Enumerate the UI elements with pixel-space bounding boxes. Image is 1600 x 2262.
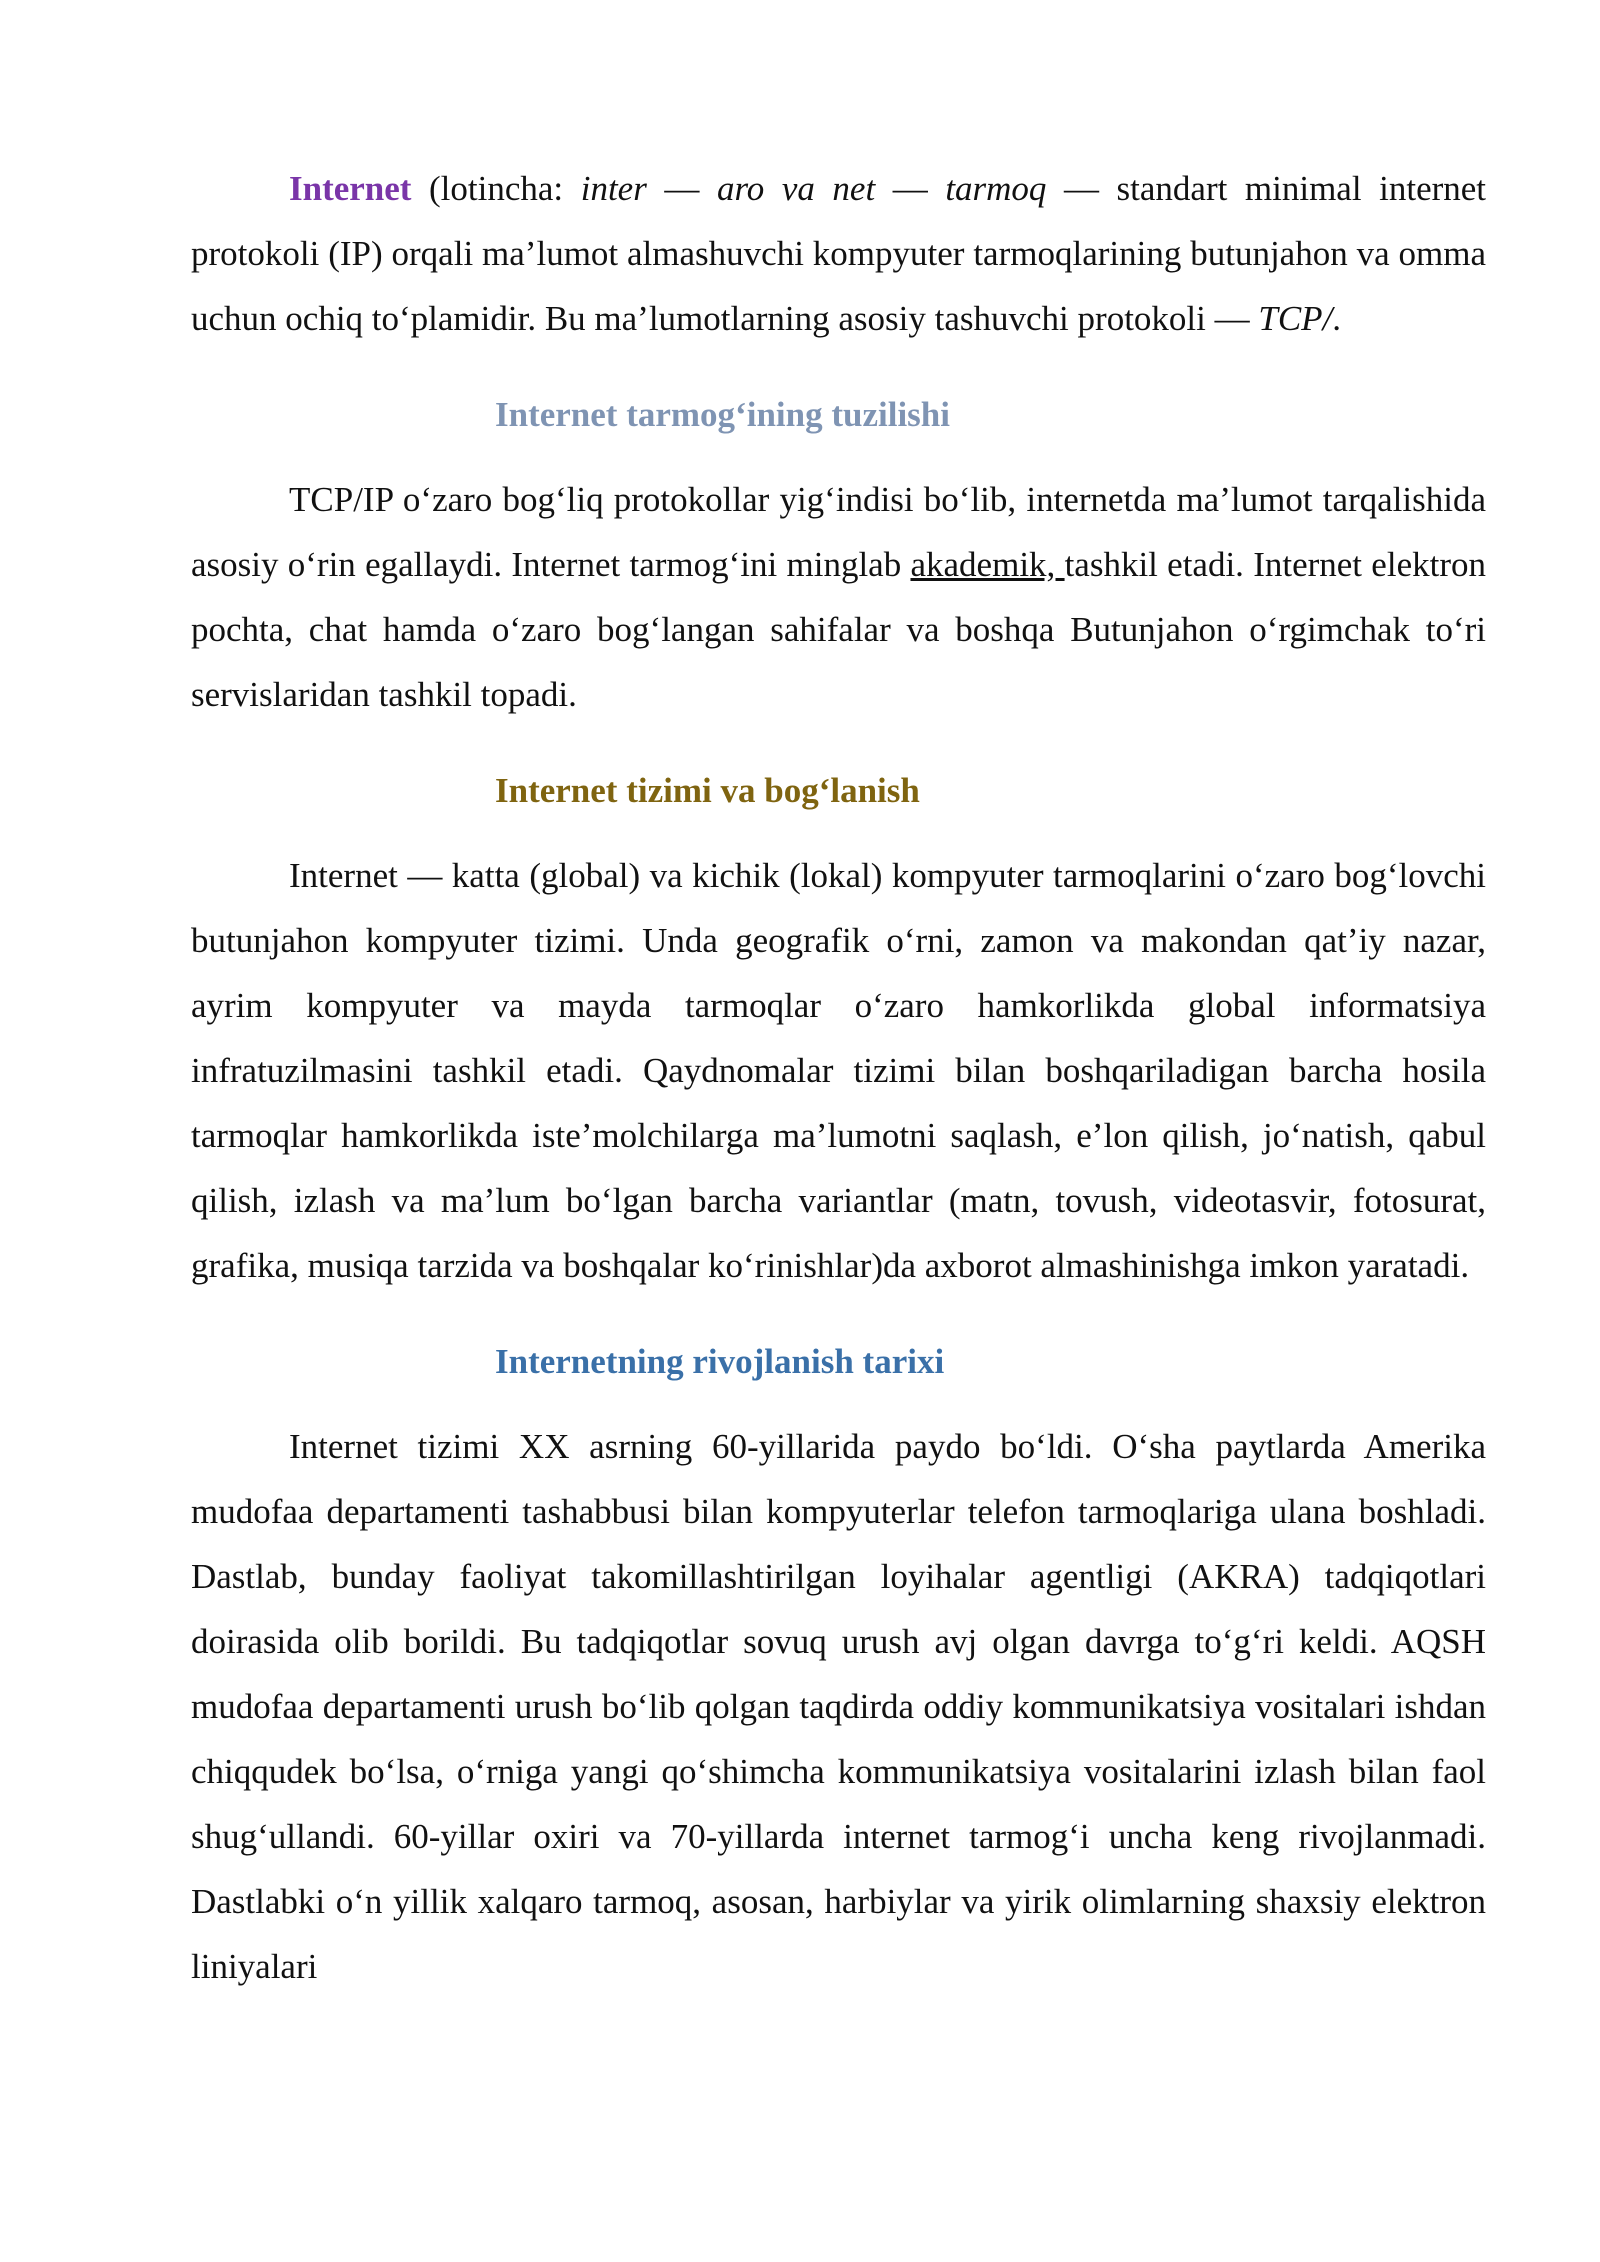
section-heading-tarixi: Internetning rivojlanish tarixi <box>495 1342 945 1381</box>
paragraph-text: tashkil etadi. Internet elektron pochta, chat hamda o‘zaro bog‘langan sahifalar va boshqa Butunjahon o‘rgimchak to‘ri servislaridan tashkil topadi. <box>191 545 1486 714</box>
section-paragraph-tarixi: Internet tizimi XX asrning 60-yillarida paydo bo‘ldi. O‘sha paytlarda Amerika mudofaa departamenti tashabbusi bilan kompyuterlar telefon tarmoqlariga ulana boshladi. Dastlab, bunday faoliyat takomillashtirilgan loyihalar agentligi (AKRA) tadqiqotlari doirasida olib borildi. Bu tadqiqotlar sovuq urush avj olgan davrga to‘g‘ri keldi. AQSH mudofaa departamenti urush bo‘lib qolgan taqdirda oddiy kommunikatsiya vositalari ishdan chiqqudek bo‘lsa, o‘rniga yangi qo‘shimcha kommunikatsiya vositalarini izlash bilan faol shug‘ullandi. 60-yillar oxiri va 70-yillarda internet tarmog‘i uncha keng rivojlanmadi. Dastlabki o‘n yillik xalqaro tarmoq, asosan, harbiylar va yirik olimlarning shaxsiy elektron liniyalari <box>191 1427 1486 1986</box>
akademik-link[interactable]: akademik, <box>910 545 1065 584</box>
term-inter: inter <box>580 169 647 208</box>
intro-paragraph <box>191 156 1486 351</box>
intro-dash: — <box>646 169 717 208</box>
section-paragraph-tuzilishi <box>191 467 1486 727</box>
intro-dash: — <box>875 169 946 208</box>
intro-end: . <box>1332 299 1342 338</box>
intro-open: (lotincha: <box>411 169 581 208</box>
term-tarmoq: tarmoq <box>945 169 1047 208</box>
paragraph-text: TCP/IP o‘zaro bog‘liq protokollar yig‘indisi bo‘lib, internetda ma’lumot tarqalishida asosiy o‘rin egallaydi. Internet tarmog‘ini minglab <box>191 480 1486 584</box>
document-page <box>191 156 1486 1999</box>
section-paragraph-tizimi: Internet — katta (global) va kichik (lokal) kompyuter tarmoqlarini o‘zaro bog‘lovchi butunjahon kompyuter tizimi. Unda geografik o‘rni, zamon va makondan qat’iy nazar, ayrim kompyuter va mayda tarmoqlar o‘zaro hamkorlikda global informatsiya infratuzilmasini tashkil etadi. Qaydnomalar tizimi bilan boshqariladigan barcha hosila tarmoqlar hamkorlikda iste’molchilarga ma’lumotni saqlash, e’lon qilish, jo‘natish, qabul qilish, izlash va ma’lum bo‘lgan barcha variantlar (matn, tovush, videotasvir, fotosurat, grafika, musiqa tarzida va boshqalar ko‘rinishlar)da axborot almashinishga imkon yaratadi. <box>191 856 1486 1285</box>
term-tcp: TCP/ <box>1258 299 1333 338</box>
term-aro: aro va net <box>716 169 876 208</box>
section-heading-tizimi: Internet tizimi va bog‘lanish <box>495 771 920 810</box>
intro-rest: — standart minimal internet protokoli (IP) orqali ma’lumot almashuvchi kompyuter tarmoqlarining butunjahon va omma uchun ochiq to‘plamidir. Bu ma’lumotlarning asosiy tashuvchi protokoli — <box>191 169 1487 338</box>
internet-term: Internet <box>289 169 412 208</box>
section-heading-tuzilishi: Internet tarmog‘ining tuzilishi <box>495 395 950 434</box>
